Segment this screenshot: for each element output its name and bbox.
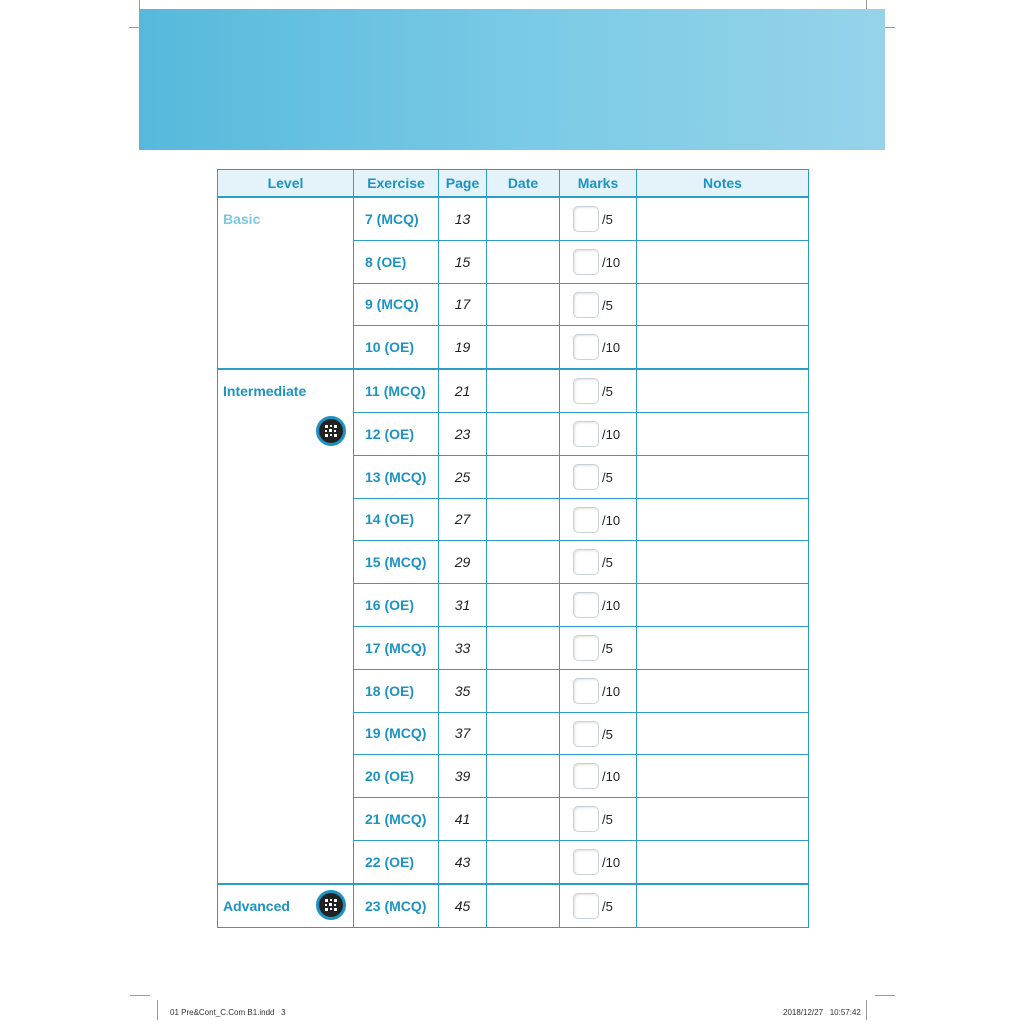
marks-cell (560, 584, 637, 627)
notes-cell[interactable] (637, 840, 809, 883)
date-cell[interactable] (487, 884, 560, 927)
notes-cell[interactable] (637, 798, 809, 841)
date-cell[interactable] (487, 197, 560, 240)
qr-code-icon[interactable] (316, 890, 346, 920)
mark-total: /5 (602, 297, 613, 313)
marks-cell (560, 626, 637, 669)
date-cell[interactable] (487, 498, 560, 541)
footer-file-info: 01 Pre&Cont_C.Com B1.indd 3 (170, 1008, 286, 1017)
level-cell-intermediate (218, 369, 354, 884)
mark-total: /10 (602, 598, 621, 614)
marks-cell (560, 412, 637, 455)
exercise-cell: 14 (OE) (354, 498, 439, 541)
page-cell: 35 (439, 669, 487, 712)
exercise-cell: 19 (MCQ) (354, 712, 439, 755)
notes-cell[interactable] (637, 412, 809, 455)
exercise-cell: 17 (MCQ) (354, 626, 439, 669)
table-row (218, 884, 809, 927)
mark-input-box[interactable] (573, 678, 599, 704)
marks-cell (560, 240, 637, 283)
notes-cell[interactable] (637, 326, 809, 369)
level-label-basic: Basic (223, 211, 261, 227)
exercise-cell: 10 (OE) (354, 326, 439, 369)
mark-input-box[interactable] (573, 464, 599, 490)
mark-total: /10 (602, 683, 621, 699)
notes-cell[interactable] (637, 240, 809, 283)
page-cell: 17 (439, 283, 487, 326)
marks-cell (560, 283, 637, 326)
mark-total: /10 (602, 340, 621, 356)
date-cell[interactable] (487, 240, 560, 283)
header-date: Date (487, 170, 560, 198)
page-cell: 41 (439, 798, 487, 841)
page-cell: 15 (439, 240, 487, 283)
header-banner (139, 9, 885, 150)
marks-cell (560, 840, 637, 883)
page-cell: 45 (439, 884, 487, 927)
mark-input-box[interactable] (573, 206, 599, 232)
mark-input-box[interactable] (573, 893, 599, 919)
notes-cell[interactable] (637, 755, 809, 798)
mark-total: /5 (602, 384, 613, 400)
header-notes: Notes (637, 170, 809, 198)
exercise-cell: 13 (MCQ) (354, 455, 439, 498)
mark-input-box[interactable] (573, 635, 599, 661)
notes-cell[interactable] (637, 626, 809, 669)
date-cell[interactable] (487, 840, 560, 883)
marks-cell (560, 669, 637, 712)
page-cell: 19 (439, 326, 487, 369)
mark-input-box[interactable] (573, 721, 599, 747)
header-exercise: Exercise (354, 170, 439, 198)
mark-input-box[interactable] (573, 334, 599, 360)
marks-cell (560, 197, 637, 240)
page-cell: 43 (439, 840, 487, 883)
date-cell[interactable] (487, 412, 560, 455)
date-cell[interactable] (487, 626, 560, 669)
exercise-cell: 16 (OE) (354, 584, 439, 627)
date-cell[interactable] (487, 755, 560, 798)
date-cell[interactable] (487, 669, 560, 712)
marks-cell (560, 712, 637, 755)
date-cell[interactable] (487, 798, 560, 841)
crop-mark (130, 995, 150, 996)
header-level: Level (218, 170, 354, 198)
mark-total: /10 (602, 512, 621, 528)
mark-total: /5 (602, 898, 613, 914)
mark-total: /5 (602, 555, 613, 571)
mark-input-box[interactable] (573, 592, 599, 618)
page-cell: 23 (439, 412, 487, 455)
date-cell[interactable] (487, 283, 560, 326)
notes-cell[interactable] (637, 712, 809, 755)
marks-cell (560, 498, 637, 541)
crop-mark (866, 1000, 867, 1020)
qr-code-icon[interactable] (316, 416, 346, 446)
date-cell[interactable] (487, 326, 560, 369)
page-cell: 29 (439, 541, 487, 584)
date-cell[interactable] (487, 369, 560, 412)
header-page: Page (439, 170, 487, 198)
exercise-cell: 22 (OE) (354, 840, 439, 883)
level-label-advanced: Advanced (223, 897, 290, 914)
mark-total: /10 (602, 769, 621, 785)
exercise-cell: 11 (MCQ) (354, 369, 439, 412)
level-cell-basic (218, 197, 354, 369)
notes-cell[interactable] (637, 884, 809, 927)
page-cell: 25 (439, 455, 487, 498)
mark-total: /5 (602, 640, 613, 656)
notes-cell[interactable] (637, 669, 809, 712)
exercise-cell: 15 (MCQ) (354, 541, 439, 584)
mark-total: /5 (602, 812, 613, 828)
crop-mark (875, 995, 895, 996)
mark-total: /10 (602, 254, 621, 270)
notes-cell[interactable] (637, 498, 809, 541)
notes-cell[interactable] (637, 197, 809, 240)
page-cell: 13 (439, 197, 487, 240)
notes-cell[interactable] (637, 541, 809, 584)
marks-cell (560, 541, 637, 584)
mark-input-box[interactable] (573, 763, 599, 789)
header-marks: Marks (560, 170, 637, 198)
mark-input-box[interactable] (573, 849, 599, 875)
page-cell: 21 (439, 369, 487, 412)
mark-input-box[interactable] (573, 507, 599, 533)
notes-cell[interactable] (637, 455, 809, 498)
marks-cell (560, 326, 637, 369)
page-cell: 39 (439, 755, 487, 798)
page-cell: 31 (439, 584, 487, 627)
exercise-cell: 7 (MCQ) (354, 197, 439, 240)
notes-cell[interactable] (637, 369, 809, 412)
exercise-cell: 18 (OE) (354, 669, 439, 712)
table-row (218, 369, 809, 412)
progress-table (217, 169, 809, 928)
exercise-cell: 8 (OE) (354, 240, 439, 283)
marks-cell (560, 369, 637, 412)
mark-total: /5 (602, 212, 613, 227)
exercise-cell: 20 (OE) (354, 755, 439, 798)
exercise-cell: 12 (OE) (354, 412, 439, 455)
mark-input-box[interactable] (573, 249, 599, 275)
notes-cell[interactable] (637, 584, 809, 627)
table-row (218, 197, 809, 240)
exercise-cell: 21 (MCQ) (354, 798, 439, 841)
page-cell: 33 (439, 626, 487, 669)
marks-cell (560, 798, 637, 841)
page-cell: 27 (439, 498, 487, 541)
mark-input-box[interactable] (573, 421, 599, 447)
level-cell-advanced (218, 884, 354, 927)
date-cell[interactable] (487, 584, 560, 627)
footer-timestamp: 2018/12/27 10:57:42 (783, 1008, 861, 1017)
mark-input-box[interactable] (573, 806, 599, 832)
crop-mark (157, 1000, 158, 1020)
mark-total: /10 (602, 854, 621, 870)
notes-cell[interactable] (637, 283, 809, 326)
page-cell: 37 (439, 712, 487, 755)
exercise-cell: 23 (MCQ) (354, 884, 439, 927)
level-label-intermediate: Intermediate (223, 383, 307, 400)
mark-input-box[interactable] (573, 378, 599, 404)
marks-cell (560, 884, 637, 927)
mark-total: /5 (602, 469, 613, 485)
mark-input-box[interactable] (573, 292, 599, 318)
mark-total: /10 (602, 426, 621, 442)
marks-cell (560, 455, 637, 498)
exercise-cell: 9 (MCQ) (354, 283, 439, 326)
marks-cell (560, 755, 637, 798)
mark-input-box[interactable] (573, 549, 599, 575)
date-cell[interactable] (487, 712, 560, 755)
date-cell[interactable] (487, 455, 560, 498)
mark-total: /5 (602, 726, 613, 742)
table-header-row (218, 170, 809, 198)
date-cell[interactable] (487, 541, 560, 584)
